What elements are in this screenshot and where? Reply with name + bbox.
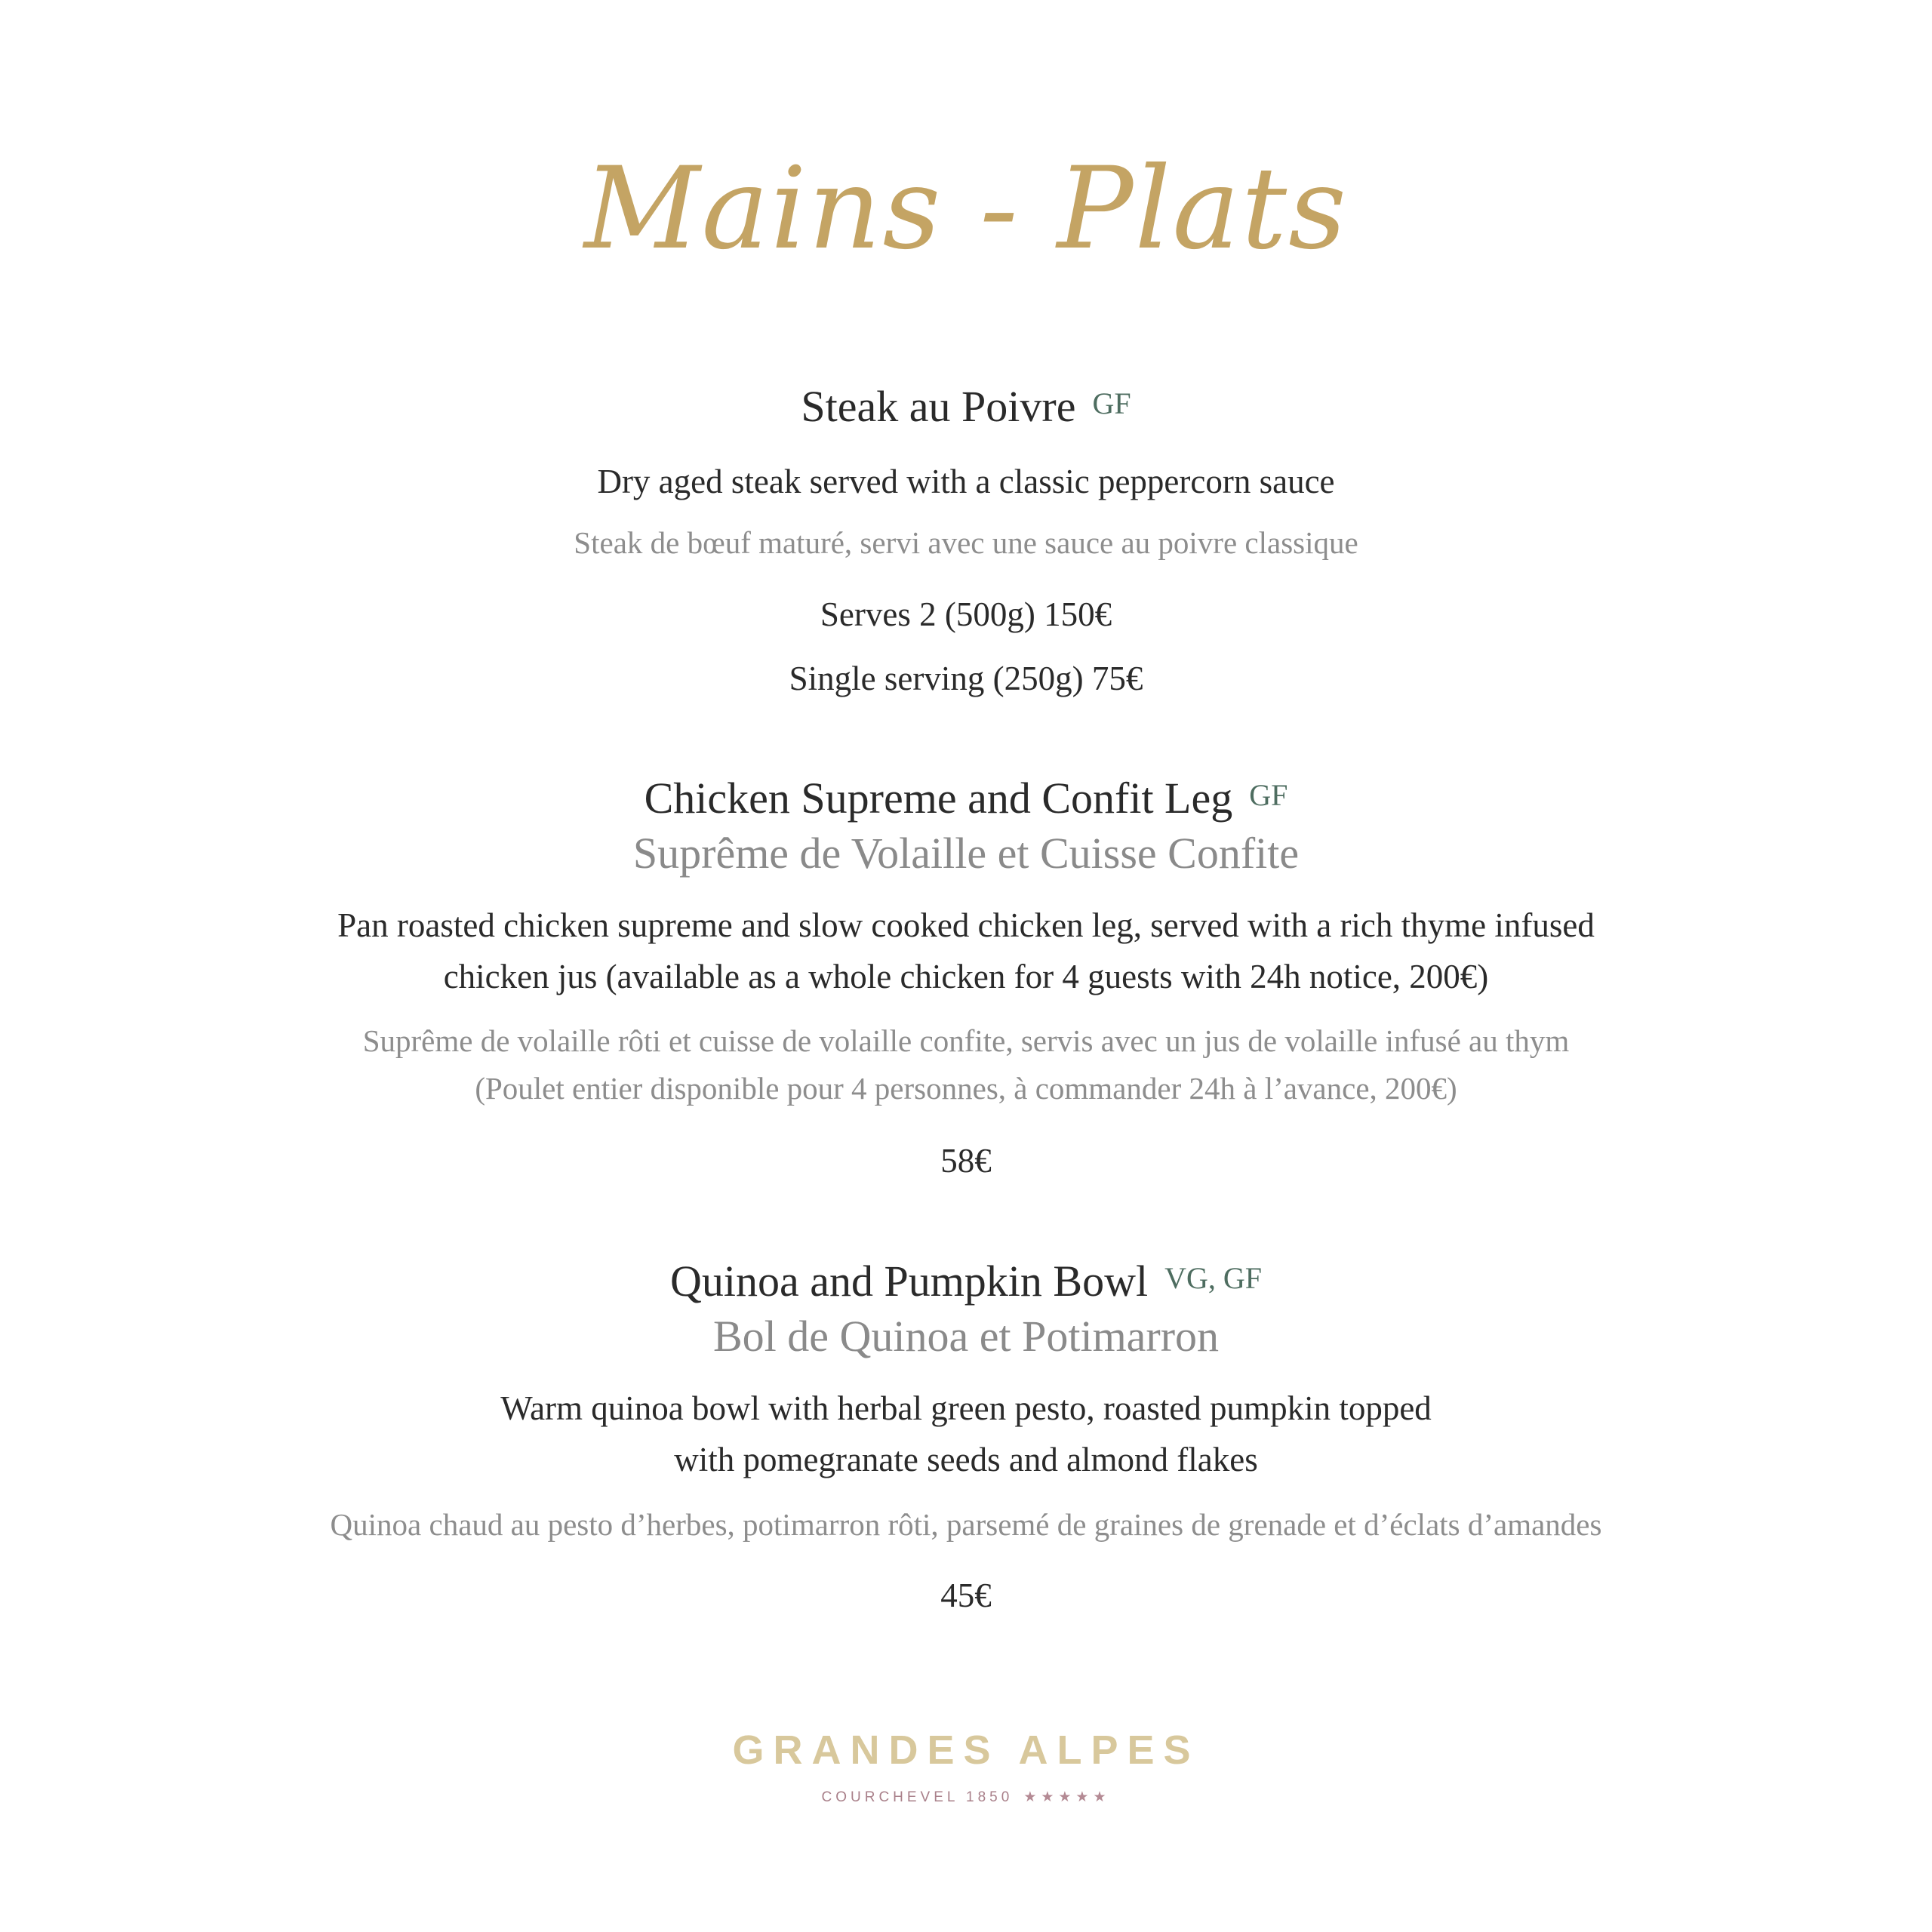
- dish-price: Single serving (250g) 75€: [789, 660, 1143, 697]
- menu-title: Mains - Plats: [583, 143, 1349, 275]
- brand-location: [0, 1789, 1932, 1806]
- dietary-tag: VG, GF: [1164, 1261, 1263, 1295]
- dish-name: Chicken Supreme and Confit Leg: [644, 774, 1233, 823]
- dish-price: Serves 2 (500g) 150€: [820, 595, 1112, 633]
- dish-description-fr: Steak de bœuf maturé, servi avec une sauce au poivre classique: [574, 525, 1358, 560]
- dish-description-fr: (Poulet entier disponible pour 4 personnes, à commander 24h à l’avance, 200€): [475, 1071, 1457, 1106]
- dish-chicken-heading: [0, 773, 1932, 823]
- dish-description-fr: Suprême de volaille rôti et cuisse de volaille confite, servis avec un jus de volaille infusé au thym: [362, 1023, 1570, 1058]
- dietary-tag: GF: [1249, 778, 1288, 812]
- dish-name: Steak au Poivre: [801, 382, 1076, 431]
- star-rating-icon: ★★★★★: [1023, 1789, 1111, 1805]
- dish-name: Quinoa and Pumpkin Bowl: [669, 1257, 1149, 1306]
- dish-price: 45€: [940, 1577, 992, 1614]
- dish-description-en: Dry aged steak served with a classic peppercorn sauce: [597, 463, 1335, 500]
- dish-description-en: with pomegranate seeds and almond flakes: [674, 1441, 1258, 1478]
- dish-description-fr: Quinoa chaud au pesto d’herbes, potimarron rôti, parsemé de graines de grenade et d’éclats d’amandes: [330, 1507, 1602, 1542]
- dish-name-fr: Suprême de Volaille et Cuisse Confite: [632, 829, 1300, 878]
- dietary-tag: GF: [1092, 386, 1131, 420]
- dish-quinoa-heading: [0, 1256, 1932, 1306]
- dish-description-en: Warm quinoa bowl with herbal green pesto, roasted pumpkin topped: [500, 1389, 1432, 1427]
- brand-location-text: COURCHEVEL 1850: [821, 1789, 1014, 1805]
- brand-logo: GRANDES ALPES: [732, 1727, 1200, 1773]
- dish-name-fr: Bol de Quinoa et Potimarron: [712, 1312, 1220, 1361]
- dish-price: 58€: [940, 1142, 992, 1180]
- dish-description-en: chicken jus (available as a whole chicken for 4 guests with 24h notice, 200€): [443, 958, 1489, 995]
- dish-steak-heading: [0, 381, 1932, 432]
- dish-description-en: Pan roasted chicken supreme and slow cooked chicken leg, served with a rich thyme infused: [337, 906, 1595, 944]
